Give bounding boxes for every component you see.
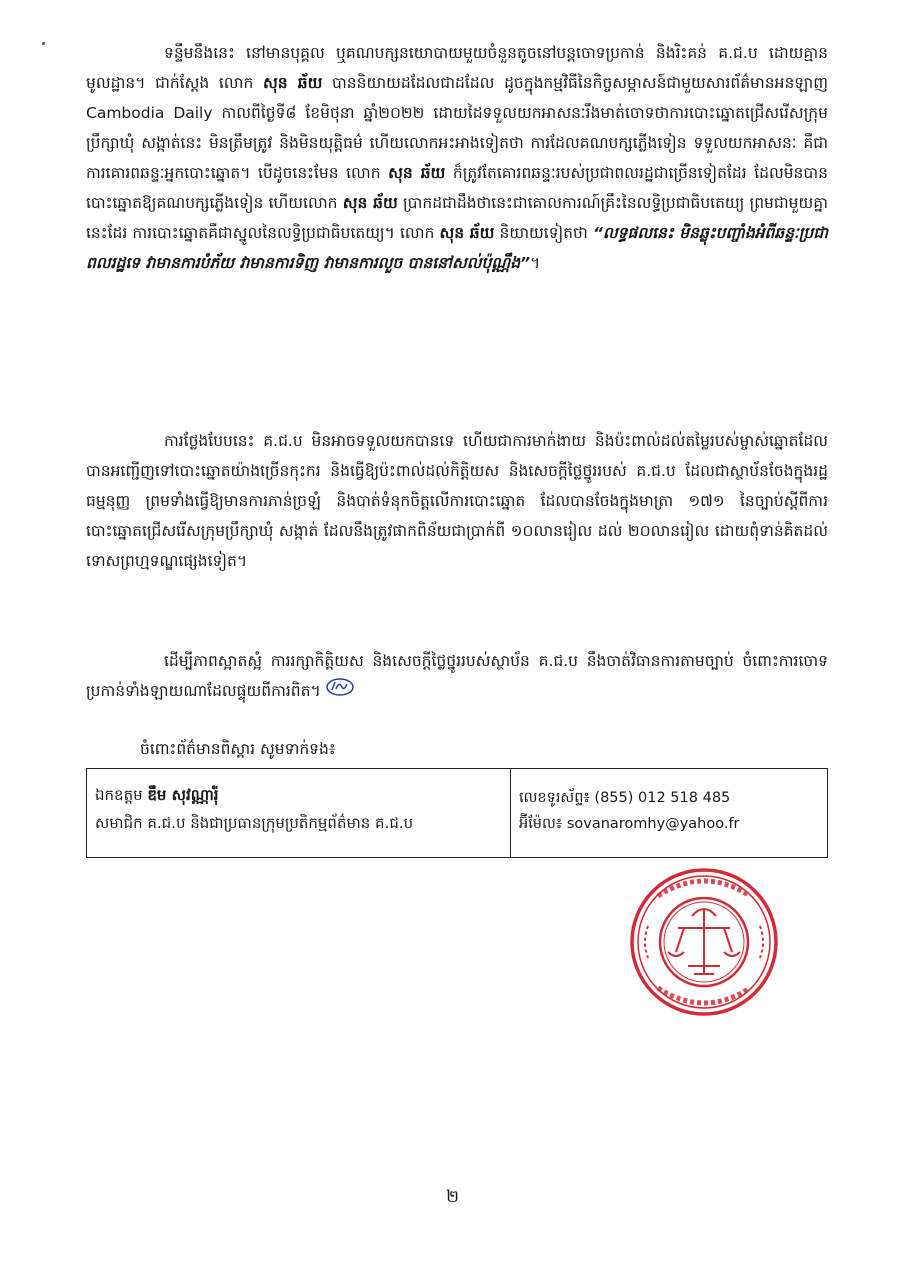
person-name: សុន ឆ័យ: [439, 224, 495, 242]
email-address: sovanaromhy@yahoo.fr: [566, 816, 740, 832]
p1-text-2: បាននិយាយដដែលជាដដែល ដូចក្នុងកម្មវិធីនៃកិច្ចសម្ភាសន៍ជាមួយសារព័ត៌មានអនឡាញ Cambodia Daily កាលពីថ្ងៃទី៨ ខែមិថុនា ឆ្នាំ២០២២ ដោយដៃទទួលយកអាសនៈរឹងមាត់ចោទថាការបោះឆ្នោតជ្រើសរើសក្រុមប្រឹក្សាឃុំ សង្កាត់នេះ មិនត្រឹមត្រូវ និងមិនយុត្តិធម៌ ហើយលោកអះអាងទៀតថា ការដែលគណបក្សភ្លើងទៀន ទទួលយកអាសនៈ គឺជាការគោរពឆន្ទៈអ្នកបោះឆ្នោត។ បើដូចនេះមែន លោក: [86, 74, 828, 182]
phone-number: (855) 012 518 485: [594, 790, 731, 806]
p1-end: ។: [530, 254, 541, 272]
phone-label: លេខទូរស័ព្ទ៖: [519, 790, 590, 806]
contact-intro: ចំពោះព័ត៌មានពិស្តារ សូមទាក់ទង៖: [140, 740, 336, 758]
p1-text-5: និយាយទៀតថា: [499, 224, 588, 242]
p1-text-1: ទន្ទឹមនឹងនេះ នៅមានបុគ្គល ឬគណបក្សនយោបាយមួយចំនួនតូចនៅបន្តចោទប្រកាន់ និងរិះគន់ គ.ជ.ប ដោយគ្មានមូលដ្ឋាន។ ជាក់ស្តែង លោក: [86, 44, 828, 92]
person-name: សុន ឆ័យ: [342, 194, 398, 212]
contact-table: [86, 768, 828, 858]
contact-name: ឌឹម សុវណ្ណារ៉ុំ: [147, 786, 219, 804]
paragraph-1: [86, 38, 828, 278]
paragraph-2: [86, 426, 828, 576]
person-name: សុន ឆ័យ: [263, 74, 323, 92]
page-number: ២: [446, 1187, 459, 1207]
contact-role: សមាជិក គ.ជ.ប និងជាប្រធានក្រុមប្រតិកម្មព័ត៌មាន គ.ជ.ប: [95, 814, 414, 832]
quote: “លទ្ធផលនេះ មិនឆ្លុះបញ្ចាំងអំពីឆន្ទៈប្រជាពលរដ្ឋទេ វាមានការបំភ័យ វាមានការទិញ វាមានការលួច បាននៅសល់ប៉ុណ្ណឹង”: [86, 224, 828, 272]
contact-details: [511, 769, 827, 857]
p1-text-4: ប្រាកដជាដឹងថានេះជាគោលការណ៍គ្រឹះនៃលទ្ធិប្រជាធិបតេយ្យ ព្រមជាមួយគ្នានេះដែរ ការបោះឆ្នោតគឺជាស្នូលនៃលទ្ធិប្រជាធិបតេយ្យ។ លោក: [86, 194, 828, 242]
official-seal: [628, 866, 780, 1018]
email-label: អ៊ីម៉ែល៖: [519, 816, 563, 832]
honorific: ឯកឧត្តម: [95, 786, 143, 804]
p1-text-3: ក៏ត្រូវតែគោរពឆន្ទៈរបស់ប្រជាពលរដ្ឋជាច្រើនទៀតដែរ ដែលមិនបានបោះឆ្នោតឱ្យគណបក្សភ្លើងទៀន ហើយលោក: [86, 164, 828, 212]
p3-text: ដើម្បីភាពស្អាតស្អំ ការរក្សាកិត្តិយស និងសេចក្តីថ្លៃថ្នូររបស់ស្ថាប័ន គ.ជ.ប នឹងចាត់វិធានការតាមច្បាប់ ចំពោះការចោទប្រកាន់ទាំងឡាយណាដែលផ្ទុយពីការពិត។: [86, 652, 828, 700]
paragraph-3: [86, 646, 828, 707]
p2-text: ការថ្លែងបែបនេះ គ.ជ.ប មិនអាចទទួលយកបានទេ ហើយជាការមាក់ងាយ និងប៉ះពាល់ដល់តម្លៃរបស់ម្ចាស់ឆ្នោតដែលបានអញ្ជើញទៅបោះឆ្នោតយ៉ាងច្រើនកុះករ និងធ្វើឱ្យប៉ះពាល់ដល់កិត្តិយស និងសេចក្តីថ្លៃថ្នូររបស់ គ.ជ.ប ដែលជាស្ថាប័នចែងក្នុងរដ្ឋធម្មនុញ្ញ ព្រមទាំងធ្វើឱ្យមានការភាន់ច្រឡំ និងបាត់ទំនុកចិត្តលើការបោះឆ្នោត ដែលបានចែងក្នុងមាត្រា ១៧១ នៃច្បាប់ស្តីពីការបោះឆ្នោតជ្រើសរើសក្រុមប្រឹក្សាឃុំ សង្កាត់ ដែលនឹងត្រូវផាកពិន័យជាប្រាក់ពី ១០លានរៀល ដល់ ២០លានរៀល ដោយពុំទាន់គិតដល់ទោសព្រហ្មទណ្ឌផ្សេងទៀត។: [86, 432, 828, 570]
person-name: សុន ឆ័យ: [388, 164, 446, 182]
handwritten-initials: [325, 677, 355, 707]
scan-speck: [42, 42, 45, 45]
contact-person: [87, 769, 511, 857]
